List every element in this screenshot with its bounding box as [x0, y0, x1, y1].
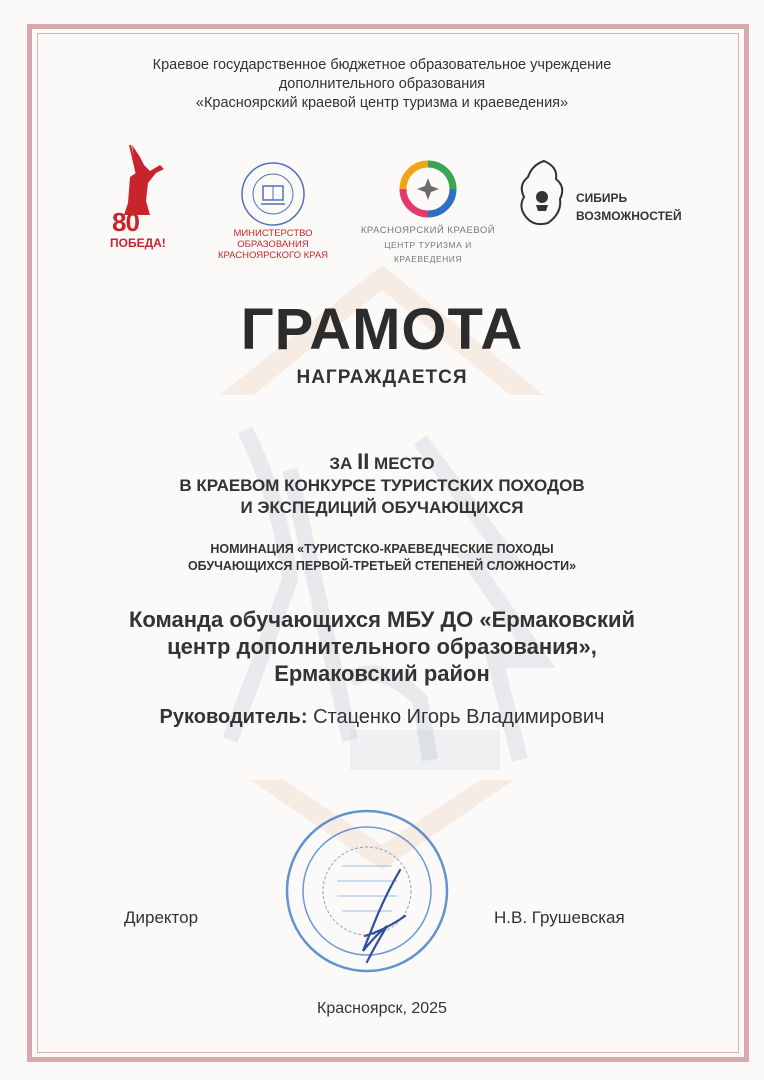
siberia-line-2: ВОЗМОЖНОСТЕЙ [576, 209, 682, 223]
award-line-3: И ЭКСПЕДИЦИЙ ОБУЧАЮЩИХСЯ [240, 498, 524, 517]
recipient-line-2: центр дополнительного образования», [167, 634, 597, 659]
victory-80-logo [110, 143, 174, 263]
recipient [0, 606, 764, 687]
nomination [0, 541, 764, 575]
award-suffix: МЕСТО [374, 454, 435, 473]
siberia-map-icon [514, 157, 570, 229]
tourism-center-logo [358, 158, 498, 264]
victory-caption: ПОБЕДА! [110, 236, 166, 250]
ministry-line-2: ОБРАЗОВАНИЯ [237, 239, 309, 250]
handwritten-signature [345, 866, 415, 966]
tourism-center-emblem-icon [395, 158, 461, 220]
ministry-line-1: МИНИСТЕРСТВО [233, 228, 313, 239]
recipient-line-1: Команда обучающихся МБУ ДО «Ермаковский [128, 607, 636, 632]
leader-label: Руководитель: [159, 706, 308, 728]
organization-line-3: «Красноярский краевой центр туризма и краеведения» [195, 95, 569, 111]
organization-line-2: дополнительного образования [278, 76, 486, 92]
document-subtitle: НАГРАЖДАЕТСЯ [296, 367, 468, 388]
director-position: Директор [124, 908, 199, 927]
document-title: ГРАМОТА [240, 297, 524, 362]
award-place-line [0, 451, 764, 475]
victory-number: 80 [112, 207, 139, 237]
center-line-2: ЦЕНТР ТУРИЗМА И КРАЕВЕДЕНИЯ [384, 240, 472, 264]
award-prefix: ЗА [329, 454, 353, 473]
nomination-line-1: НОМИНАЦИЯ «ТУРИСТСКО-КРАЕВЕДЧЕСКИЕ ПОХОДЫ [210, 542, 554, 556]
organization-name [0, 56, 764, 113]
director-name: Н.В. Грушевская [494, 908, 625, 927]
organization-line-1: Краевое государственное бюджетное образовательное учреждение [152, 57, 612, 73]
ministry-logo [208, 160, 338, 260]
leader [0, 706, 764, 729]
ministry-emblem-icon [239, 160, 307, 228]
recipient-line-3: Ермаковский район [274, 661, 490, 686]
nomination-line-2: ОБУЧАЮЩИХСЯ ПЕРВОЙ-ТРЕТЬЕЙ СТЕПЕНЕЙ СЛОЖНОСТИ» [187, 559, 577, 573]
city-year: Красноярск, 2025 [317, 1000, 447, 1017]
siberia-line-1: СИБИРЬ [576, 191, 628, 205]
award-description [0, 451, 764, 519]
center-line-1: КРАСНОЯРСКИЙ КРАЕВОЙ [360, 225, 496, 236]
ministry-line-3: КРАСНОЯРСКОГО КРАЯ [217, 250, 329, 261]
award-place: II [357, 449, 370, 474]
siberia-logo [514, 157, 682, 237]
leader-name: Стаценко Игорь Владимирович [313, 706, 605, 728]
award-line-2: В КРАЕВОМ КОНКУРСЕ ТУРИСТСКИХ ПОХОДОВ [179, 476, 585, 495]
